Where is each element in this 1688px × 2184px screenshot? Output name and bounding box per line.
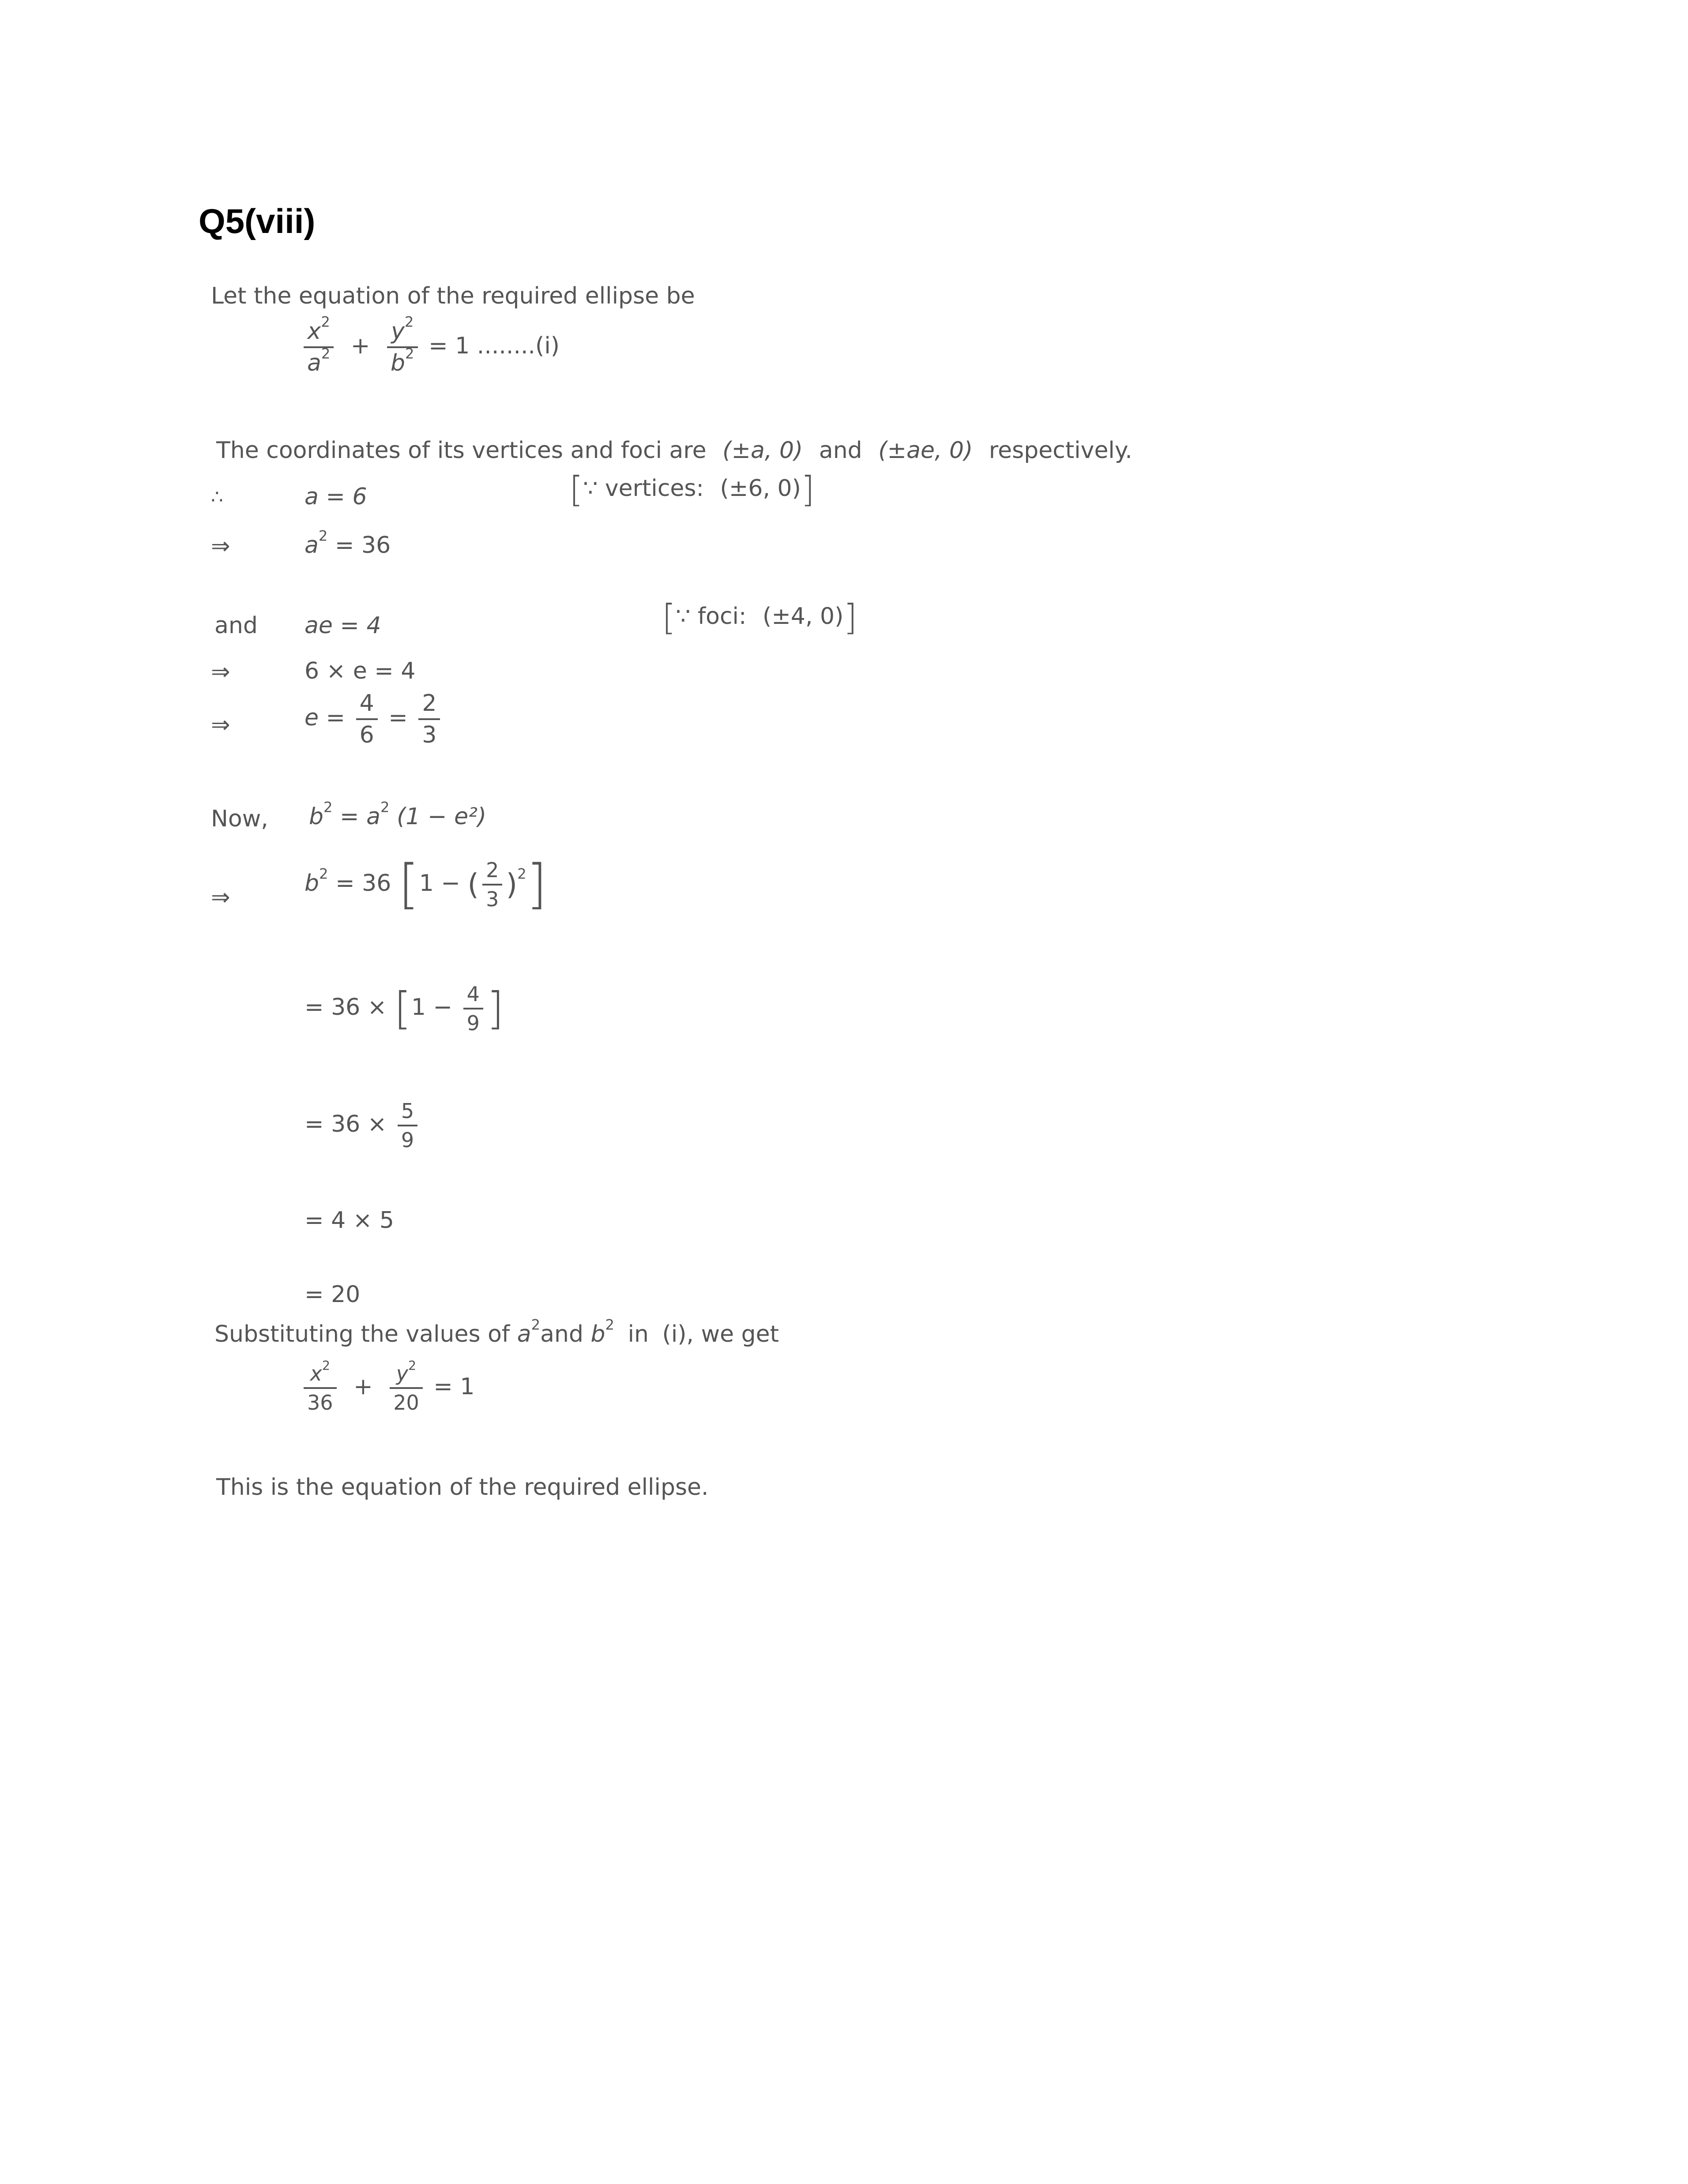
b-squared-formula: $b^2 = a^2$ (1 − e²) — [309, 799, 487, 830]
intro-text: Let the equation of the required ellipse be — [211, 283, 695, 309]
implies-symbol: ⇒ — [211, 712, 230, 738]
a-squared-value: $a^2 = 36$ — [305, 527, 391, 559]
step-one-minus-four-ninths: = 36 × [1 − $\frac{4}{9}$ ] — [305, 982, 504, 1035]
equation-label: = 1 ........(i) — [429, 333, 560, 359]
implies-symbol: ⇒ — [211, 533, 230, 559]
step-four-times-five: = 4 × 5 — [305, 1207, 394, 1234]
foci-coordinate: (±ae, 0) — [878, 437, 973, 464]
six-times-e: 6 × e = 4 — [305, 658, 416, 684]
question-title: Q5(viii) — [199, 202, 316, 240]
a-value: a = 6 — [305, 484, 367, 510]
step-thirtysix-times-five-ninths: = 36 × $\frac{5}{9}$ — [305, 1101, 421, 1150]
coordinates-statement: The coordinates of its vertices and foci are (±a, 0) and (±ae, 0) respectively. — [216, 437, 1132, 464]
ellipse-general-equation: $\frac{x^2}{a^2}$ + $\frac{y^2}{b^2}$ = 1 ........(i) — [300, 320, 560, 375]
implies-symbol: ⇒ — [211, 659, 230, 685]
eccentricity-value: e = $\frac{4}{6}$ = $\frac{2}{3}$ — [305, 692, 444, 747]
therefore-symbol: ∴ — [211, 486, 223, 508]
now-label: Now, — [211, 806, 268, 832]
foci-reason: [∵ foci: (±4, 0)] — [662, 597, 857, 638]
implies-symbol: ⇒ — [211, 884, 230, 911]
and-label: and — [214, 612, 258, 639]
final-ellipse-equation: $\frac{x^2}{36}$ + $\frac{y^2}{20}$ = 1 — [300, 1363, 474, 1413]
vertices-coordinate: (±a, 0) — [722, 437, 803, 464]
vertices-reason: [∵ vertices: (±6, 0)] — [569, 469, 815, 510]
b-squared-substitution: $b^2 = 36$ [1 − ( $\frac{2}{3}$ )$^2$] — [305, 854, 547, 915]
substitution-statement: Substituting the values of $a^2and$ $b^2$ in (i), we get — [214, 1316, 779, 1347]
conclusion-text: This is the equation of the required ellipse. — [216, 1474, 709, 1501]
ae-value: ae = 4 — [305, 612, 381, 639]
step-twenty: = 20 — [305, 1281, 361, 1308]
